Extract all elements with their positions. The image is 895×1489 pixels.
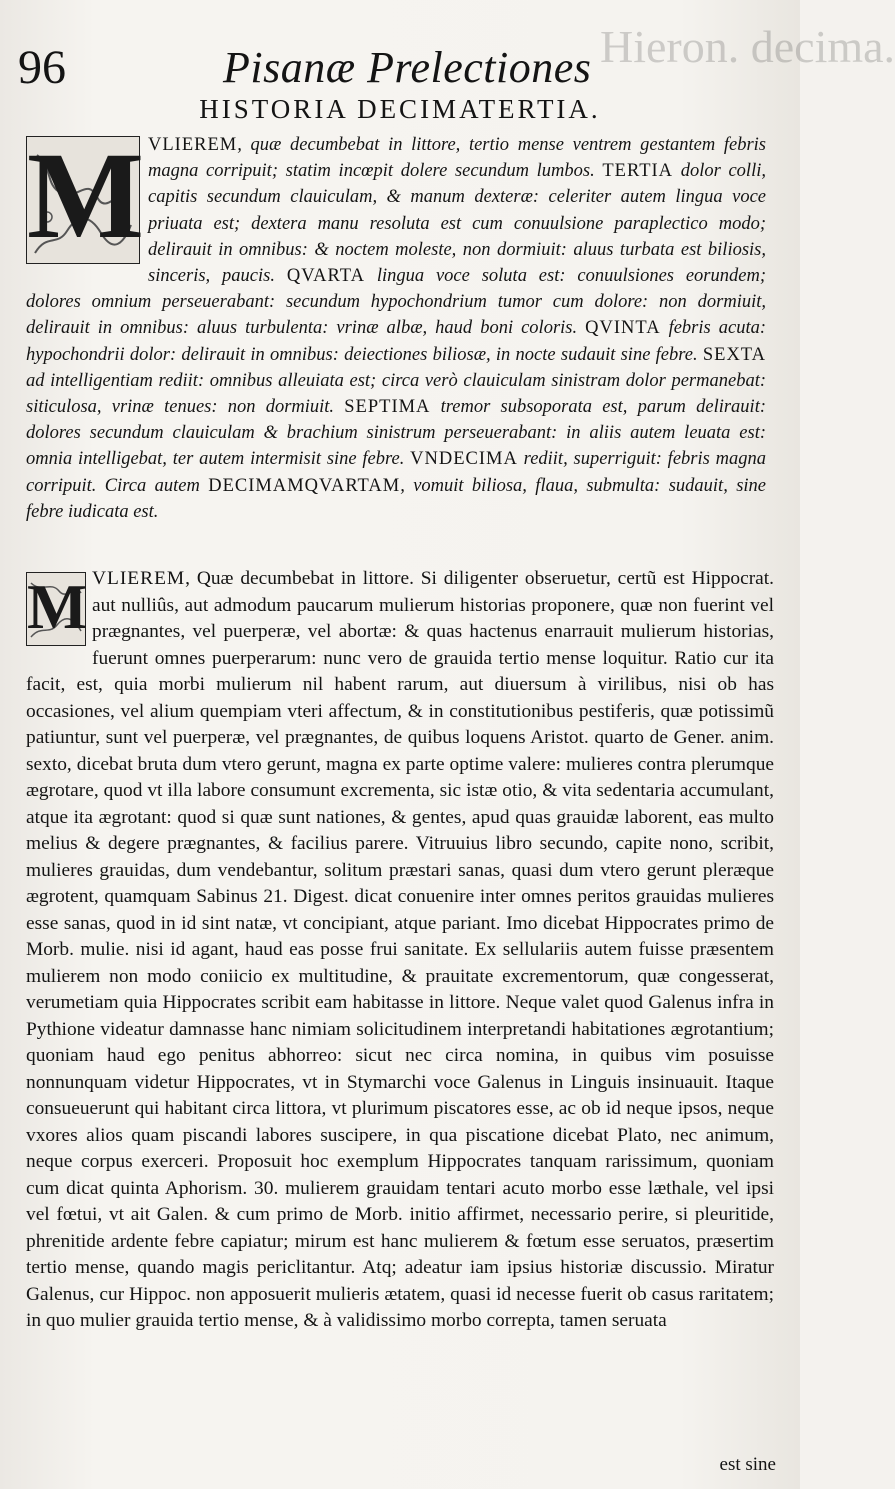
initial-letter: M xyxy=(27,127,145,264)
section-title: HISTORIA DECIMATERTIA. xyxy=(199,94,601,124)
commentary-text xyxy=(26,566,774,1335)
case-history-text xyxy=(26,127,767,525)
initial-letter: M xyxy=(27,571,88,642)
running-head: Pisanæ Prelectiones xyxy=(223,43,592,92)
page-header xyxy=(18,38,780,98)
day-label: QVARTA xyxy=(286,266,365,287)
page-number: 96 xyxy=(18,41,66,94)
catchword: est sine xyxy=(719,1454,776,1475)
day-label: SEPTIMA xyxy=(344,397,431,418)
first-word: VLIEREM xyxy=(92,568,186,589)
commentary-paragraph: VLIEREM, Quæ decumbebat in littore. Si diligenter obseruetur, certũ est Hippocrat. aut nulliûs, aut admodum paucarum mulierum historias proponere, quæ non fuerint vel prægnantes, vel puerperæ, vel abortæ: & quas hactenus enarrauit mulierum historias, fuerunt omnes puerperarum: nunc vero de grauida tertio mense loquitur. Ratio cur ita facit, est, quia morbi mulierum nil habent rarum, aut diuersum à virilibus, nisi ob has occasiones, vel alium quempiam vteri affectum, & in constitutionibus pestiferis, quæ potissimũ patiuntur, sunt vel puerperæ, vel prægnantes, de quibus loquens Aristot. quarto de Gener. anim. sexto, dicebat bruta dum vtero gerunt, magna ex parte optime valere: mulieres contra plerumque ægrotare, quod vt illa labore consumunt excrementa, sic istæ otio, & vita sedentaria accumulant, atque ita ægrotant: quod si quæ sunt nationes, & gentes, apud quas grauidæ laborent, eas multo melius & degere prægnantes, & facilius parere. Vitruuius libro secundo, capite nono, scribit, mulieres grauidas, dum vendebantur, solitum præstari sanas, quasi dum vtero gerunt pleræque ægrotent, quamquam Sabinus 21. Digest. dicat conuenire inter omnes peritos grauidas mulieres esse sanas, quod in id sint natæ, vt concipiant, atque pariant. Imo dicebat Hippocrates primo de Morb. mulie. nisi id agant, haud eas posse frui sanitate. Ex sellulariis autem fuisse præsentem mulierem non modo coniicio ex multitudine, & prauitate excrementorum, quæ congesserat, verumetiam quia Hippocrates scribit eam habitasse in littore. Neque valet quod Galenus infra in Pythione videatur damnasse hanc nimiam solicitudinem interpretandi habitationes ægrotantium; quoniam haud ego penitus abhorreo: sicut nec circa nomina, in quibus vim posuisse nonnunquam videtur Hippocrates, vt in Stymarchi voce Galenus in Linguis insinuauit. Itaque consueuerunt qui habitant circa littora, vt plurimum piscatores esse, ac ob id neque ipsos, neque vxores alios quam piscandi labores suscipere, in qua piscatione dicebat Plato, nec animum, neque corpus exerceri. Proposuit hoc exemplum Hippocrates tanquam rarissimum, quoniam cum dicat quinta Aphorism. 30. mulierem grauidam tentari acuto morbo esse læthale, vel ipsi vel fœtui, vt ait Galen. & cum primo de Morb. initio affirmet, necessario perire, si pleuritide, phrenitide ardente febre capiatur; mirum est hanc mulierem & fœtum esse seruatos, præsertim tertio mense, quando magis periclitantur. Atq; adeatur iam ipsius historiæ discussio. Miratur Galenus, cur Hippoc. non apposuerit mulieris ætatem, quasi id necesse fuerit ob casus raritatem; in quo mulier grauida tertio mense, & à validissimo morbo correpta, tamen seruata xyxy=(26,568,774,1331)
first-word: VLIEREM xyxy=(148,135,238,155)
day-label: VNDECIMA xyxy=(410,449,518,470)
day-label: SEXTA xyxy=(702,344,766,365)
decorated-initial-large xyxy=(26,127,145,264)
day-label: DECIMAMQVARTAM xyxy=(208,475,401,496)
day-label: QVINTA xyxy=(585,318,661,339)
bleed-through-text: Hieron. decima. xyxy=(600,21,895,72)
day-label: TERTIA xyxy=(602,161,674,182)
case-paragraph: VLIEREM, quæ decumbebat in littore, tertio mense ventrem gestantem febris magna corripuit; statim incœpit dolere secundum lumbos. TERTIA dolor colli, capitis secundum clauiculam, & manum dexteræ: celeriter autem lingua voce priuata est; dextera manu resoluta est cum conuulsione paraplectico modo; delirauit in omnibus: & noctem moleste, non dormiuit: aluus turbata est biliosis, sinceris, paucis. QVARTA lingua voce soluta est: conuulsiones eorundem; dolores omnium perseuerabant: secundum hypochondrium tumor cum dolore: non dormiuit, delirauit in omnibus: aluus turbulenta: vrinæ albæ, haud boni coloris. QVINTA febris acuta: hypochondrii dolor: delirauit in omnibus: deiectiones biliosæ, in nocte sudauit sine febre. SEXTA ad intelligentiam rediit: omnibus alleuiata est; circa verò clauiculam sinistram dolor permanebat: siticulosa, vrinæ tenues: non dormiuit. SEPTIMA tremor subsoporata est, parum delirauit: dolores secundum clauiculam & brachium sinistrum perseuerabant: in aliis autem leuata est: omnia intelligebat, ter autem intermisit sine febre. VNDECIMA rediit, superriguit: febris magna corripuit. Circa autem DECIMAMQVARTAM, vomuit biliosa, flaua, submulta: sudauit, sine febre iudicata est. xyxy=(26,135,767,522)
decorated-initial-small xyxy=(26,572,86,646)
